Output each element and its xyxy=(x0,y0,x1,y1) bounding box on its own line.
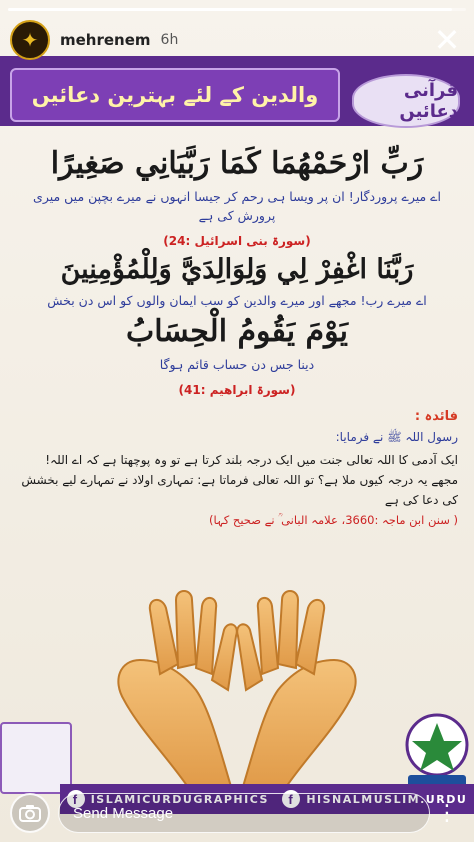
faida-reference: ( سنن ابن ماجہ :3660، علامہ البانی ؒ نے صحیح کہا) xyxy=(209,512,458,527)
social-right-label: HISNALMUSLIM.URDU xyxy=(306,792,468,806)
story-progress-bar xyxy=(8,8,466,11)
faida-line2: ایک آدمی کا اللہ تعالی جنت میں ایک درجہ بلند کرتا ہے تو وہ پوچھتا ہے کہ اے اللہ! مجھے یہ درجہ کیوں ملا ہے؟ تو اللہ تعالی فرماتا ہے: تمہاری اولاد نے تمہارے لیے بخشش کی دعا کی ہے xyxy=(21,453,458,507)
dua2-reference: (سورۃ ابراھیم :41) xyxy=(178,382,296,397)
dua2-urdu: اے میرے رب! مجھے اور میرے والدین کو سب ایمان والوں کو اس دن بخش xyxy=(47,292,427,308)
story-progress-fill xyxy=(8,8,452,11)
dua2-urdu-continuation: دینا جس دن حساب قائم ہوگا xyxy=(159,357,315,373)
username[interactable]: mehrenem xyxy=(60,31,151,49)
praying-hands-illustration xyxy=(100,590,374,790)
dua1-reference: (سورۃ بنی اسرائیل :24) xyxy=(163,233,311,248)
dua1-urdu: اے میرے پروردگار! ان پر ویسا ہی رحم کر جیسا انہوں نے میرے بچپن میں میری پرورش کی ہے xyxy=(33,189,441,224)
banner-title: والدین کے لئے بہترین دعائیں xyxy=(31,83,319,107)
faida-heading: فائدہ : xyxy=(414,408,458,424)
hisnul-muslim-logo xyxy=(404,705,470,795)
reply-bar xyxy=(10,790,464,836)
more-icon[interactable]: ⋮ xyxy=(436,800,458,826)
story-header xyxy=(10,18,464,62)
social-left-label: ISLAMICURDUGRAPHICS xyxy=(90,792,269,806)
dua1-arabic: رَبِّ ارْحَمْهُمَا كَمَا رَبَّيَانِي صَغِيرًا xyxy=(50,146,424,181)
faida-line1: رسول اللہ ﷺ نے فرمایا: xyxy=(335,429,458,444)
avatar[interactable]: ✦ xyxy=(10,20,50,60)
book-label xyxy=(352,74,460,128)
time-ago: 6h xyxy=(160,32,179,48)
dua2-arabic: رَبَّنَا اغْفِرْ لِي وَلِوَالِدَيَّ وَلِلْمُؤْمِنِينَ xyxy=(60,253,414,285)
title-banner xyxy=(10,68,340,122)
dua-content xyxy=(16,138,458,528)
facebook-icon: f xyxy=(282,790,300,808)
close-icon[interactable]: ✕ xyxy=(433,21,461,59)
book-label-text: قرآنی دعائیں xyxy=(399,80,458,122)
facebook-icon: f xyxy=(67,790,85,808)
dua2-arabic-continuation: يَوْمَ يَقُومُ الْحِسَابُ xyxy=(126,314,348,350)
send-message-placeholder: Send Message xyxy=(73,804,174,822)
send-message-input[interactable] xyxy=(58,793,430,833)
camera-icon[interactable] xyxy=(10,793,50,833)
